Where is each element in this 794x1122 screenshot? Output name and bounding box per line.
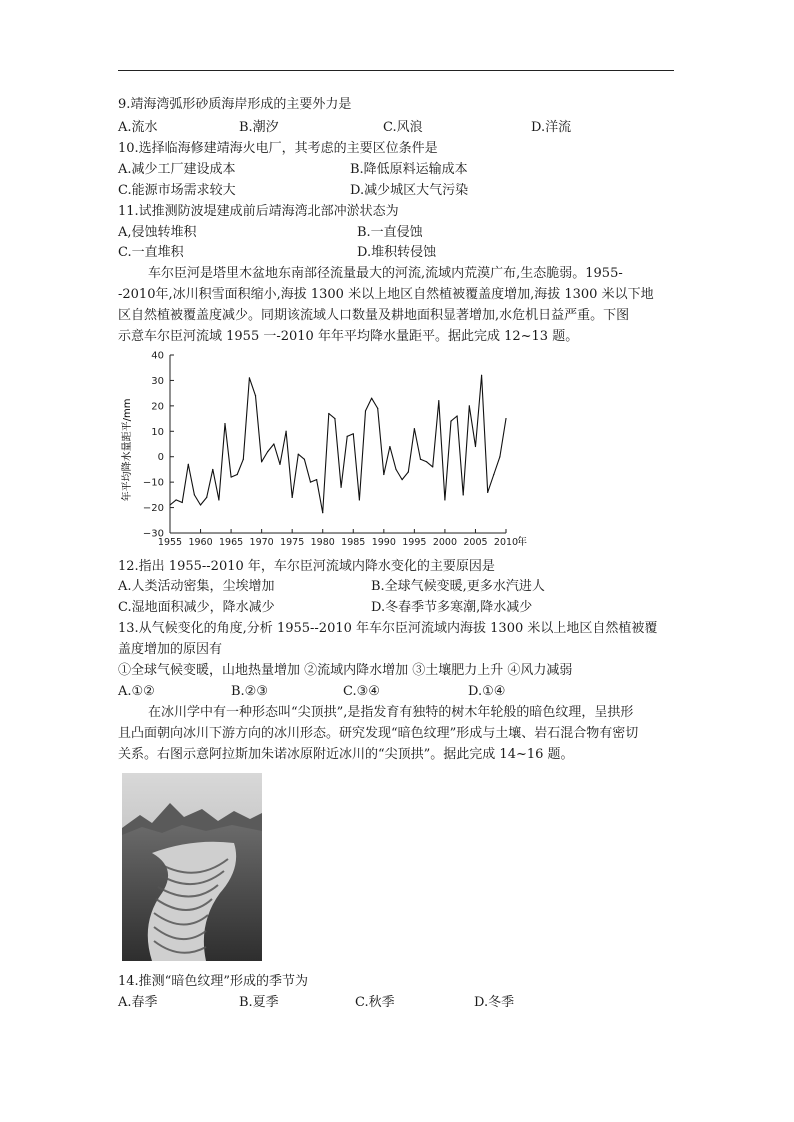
data-point xyxy=(493,474,494,475)
data-point xyxy=(292,497,293,498)
passage2-line-2: 且凸面朝向冰川下游方向的冰川形态。研究发现“暗色纹理”形成与土壤、岩石混合物有密切 xyxy=(118,726,639,741)
data-point xyxy=(395,469,396,470)
data-point xyxy=(450,421,451,422)
passage2-line-3: 关系。右图示意阿拉斯加朱诺冰原附近冰川的“尖顶拱”。据此完成 14~16 题。 xyxy=(118,747,574,762)
x-tick-label: 1995 xyxy=(402,537,427,548)
data-point xyxy=(212,469,213,470)
passage1-line-2: -2010年,冰川积雪面积缩小,海拔 1300 米以上地区自然植被覆盖度增加,海拔 1300 米以下地 xyxy=(118,287,654,302)
precipitation-anomaly-chart xyxy=(118,345,538,555)
data-point xyxy=(438,400,439,401)
passage2-line-1: 在冰川学中有一种形态叫“尖顶拱”,是指发育有独特的树木年轮般的暗色纹理，呈拱形 xyxy=(148,705,634,720)
data-point xyxy=(176,499,177,500)
data-point xyxy=(334,418,335,419)
data-point xyxy=(285,431,286,432)
data-point xyxy=(188,464,189,465)
y-tick-label: 20 xyxy=(151,401,164,413)
q10-option-a: A.减少工厂建设成本 xyxy=(118,162,236,177)
q13-stem-line-2: 盖度增加的原因有 xyxy=(118,642,223,657)
data-point xyxy=(206,497,207,498)
x-tick-labels xyxy=(158,529,518,548)
data-point xyxy=(487,492,488,493)
data-point xyxy=(377,408,378,409)
data-point xyxy=(389,446,390,447)
q11-option-a: A,侵蚀转堆积 xyxy=(118,225,197,240)
chart-axes xyxy=(170,355,506,533)
data-point xyxy=(475,446,476,447)
data-point xyxy=(457,415,458,416)
data-point xyxy=(444,499,445,500)
data-point xyxy=(243,459,244,460)
q14-option-c: C.秋季 xyxy=(355,995,395,1010)
data-point xyxy=(414,428,415,429)
q11-option-b: B.一直侵蚀 xyxy=(357,225,423,240)
x-tick-label: 1955 xyxy=(157,537,183,548)
data-point xyxy=(402,479,403,480)
data-point xyxy=(182,502,183,503)
x-tick-label: 1980 xyxy=(310,537,335,548)
x-axis-label: 年 xyxy=(517,537,527,548)
q11-option-c: C.一直堆积 xyxy=(118,245,184,260)
data-point xyxy=(224,423,225,424)
q13-option-c: C.③④ xyxy=(343,684,380,699)
q13-items: ①全球气候变暖，山地热量增加 ②流域内降水增加 ③土壤肥力上升 ④风力减弱 xyxy=(118,663,573,678)
q14-stem: 14.推测“暗色纹理”形成的季节为 xyxy=(118,974,308,989)
y-tick-label: −20 xyxy=(142,503,164,515)
data-point xyxy=(273,443,274,444)
y-tick-label: 40 xyxy=(151,350,164,362)
passage1-line-4: 示意车尔臣河流域 1955 一-2010 年年平均降水量距平。据此完成 12~13 题。 xyxy=(118,329,579,344)
y-tick-label: −30 xyxy=(142,528,164,540)
x-tick-label: 2005 xyxy=(463,537,488,548)
precipitation-anomaly-line xyxy=(170,375,506,512)
x-tick-label: 1990 xyxy=(371,537,396,548)
data-point xyxy=(371,398,372,399)
data-point xyxy=(353,433,354,434)
q12-option-d: D.冬春季节多寒潮,降水减少 xyxy=(371,600,533,615)
data-point xyxy=(365,410,366,411)
q10-option-b: B.降低原料运输成本 xyxy=(350,162,468,177)
x-tick-label: 1970 xyxy=(249,537,274,548)
q12-option-c: C.湿地面积减少，降水减少 xyxy=(118,600,275,615)
passage1-line-3: 区自然植被覆盖度减少。同期该流域人口数量及耕地面积显著增加,水危机日益严重。下图 xyxy=(118,308,630,323)
data-point xyxy=(347,436,348,437)
x-tick-label: 1985 xyxy=(341,537,366,548)
x-tick-label: 2000 xyxy=(432,537,458,548)
glacier-ogive-photo xyxy=(122,773,262,961)
data-point xyxy=(261,461,262,462)
x-tick-label: 1965 xyxy=(218,537,244,548)
data-point xyxy=(249,377,250,378)
data-point xyxy=(237,474,238,475)
q9-option-c: C.风浪 xyxy=(383,120,423,135)
y-tick-label: 10 xyxy=(151,426,164,438)
data-point xyxy=(304,459,305,460)
data-point xyxy=(481,375,482,376)
data-point xyxy=(505,418,506,419)
y-tick-label: 30 xyxy=(151,375,164,387)
data-point xyxy=(322,512,323,513)
data-point xyxy=(279,464,280,465)
q14-option-d: D.冬季 xyxy=(474,995,515,1010)
top-rule xyxy=(118,70,674,71)
q12-option-a: A.人类活动密集，尘埃增加 xyxy=(118,579,275,594)
data-point xyxy=(499,456,500,457)
data-point xyxy=(432,466,433,467)
q13-option-a: A.①② xyxy=(118,684,155,699)
passage1-line-1: 车尔臣河是塔里木盆地东南部径流量最大的河流,流域内荒漠广布,生态脆弱。1955- xyxy=(148,266,623,281)
q9-option-b: B.潮汐 xyxy=(239,120,279,135)
q11-option-d: D.堆积转侵蚀 xyxy=(357,245,437,260)
data-point xyxy=(316,479,317,480)
q10-stem: 10.选择临海修建靖海火电厂，其考虑的主要区位条件是 xyxy=(118,141,438,156)
q10-option-d: D.减少城区大气污染 xyxy=(350,183,469,198)
q11-stem: 11.试推测防波堤建成前后靖海湾北部冲淤状态为 xyxy=(118,204,399,219)
data-point xyxy=(463,494,464,495)
y-tick-label: 0 xyxy=(157,452,164,464)
data-point xyxy=(169,504,170,505)
q10-option-c: C.能源市场需求较大 xyxy=(118,183,236,198)
x-tick-label: 1960 xyxy=(188,537,213,548)
data-point xyxy=(359,499,360,500)
data-point xyxy=(340,487,341,488)
data-point xyxy=(255,395,256,396)
q12-stem: 12.指出 1955--2010 年，车尔臣河流域内降水变化的主要原因是 xyxy=(118,559,495,574)
y-tick-label: −10 xyxy=(142,477,164,489)
data-point xyxy=(408,471,409,472)
q9-option-d: D.洋流 xyxy=(531,120,572,135)
y-tick-labels xyxy=(143,351,174,540)
data-point xyxy=(194,494,195,495)
q13-stem-line-1: 13.从气候变化的角度,分析 1955--2010 年车尔臣河流域内海拔 1300 米以上地区自然植被覆 xyxy=(118,621,658,636)
q14-option-a: A.春季 xyxy=(118,995,158,1010)
data-point xyxy=(310,482,311,483)
data-point xyxy=(230,476,231,477)
x-tick-label: 1975 xyxy=(280,537,305,548)
q9-option-a: A.流水 xyxy=(118,120,158,135)
x-tick-label: 2010 xyxy=(493,537,519,548)
q13-option-b: B.②③ xyxy=(231,684,268,699)
data-point xyxy=(383,474,384,475)
q9-stem: 9.靖海湾弧形砂质海岸形成的主要外力是 xyxy=(118,97,352,112)
q12-option-b: B.全球气候变暖,更多水汽进人 xyxy=(371,579,545,594)
data-point xyxy=(218,499,219,500)
q14-option-b: B.夏季 xyxy=(239,995,279,1010)
data-point xyxy=(267,451,268,452)
data-point xyxy=(426,461,427,462)
data-point xyxy=(328,413,329,414)
data-point xyxy=(420,459,421,460)
data-point xyxy=(469,405,470,406)
data-point xyxy=(298,454,299,455)
data-point xyxy=(200,504,201,505)
q13-option-d: D.①④ xyxy=(468,684,506,699)
series-line-group xyxy=(169,375,506,514)
y-axis-label: 年平均降水量距平/mm xyxy=(122,398,133,502)
